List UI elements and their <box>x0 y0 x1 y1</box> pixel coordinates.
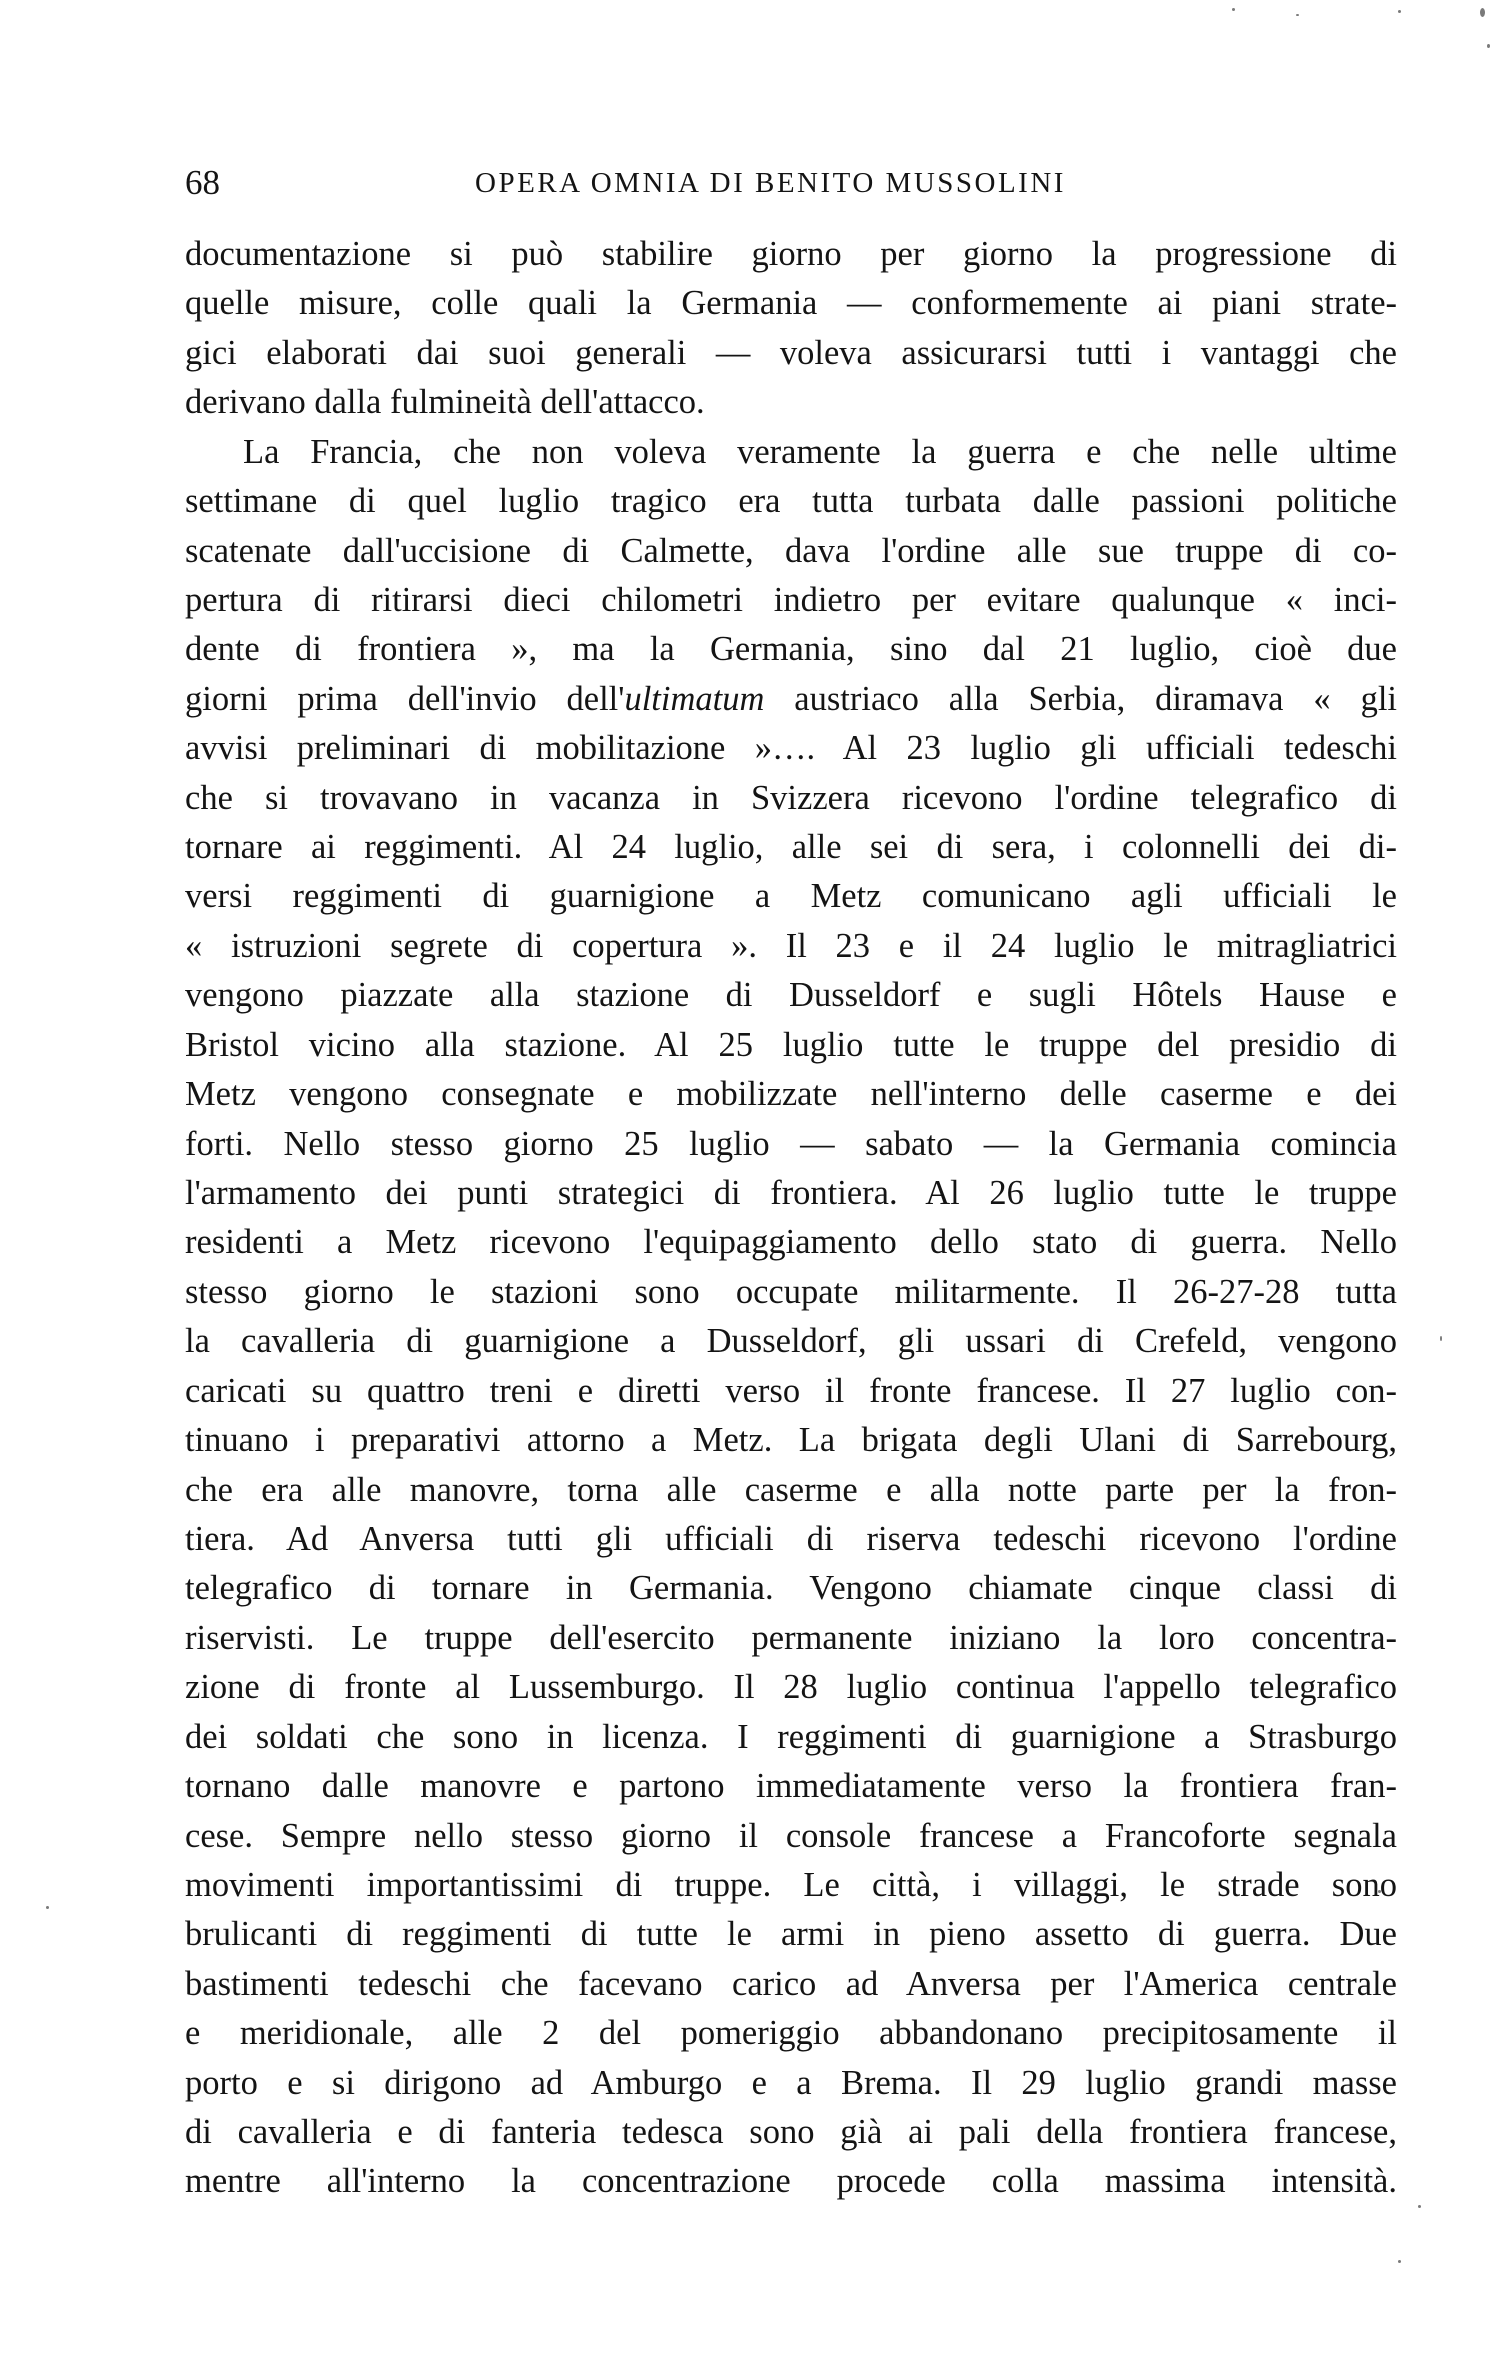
text-line: telegrafico di tornare in Germania. Vengono chiamate cinque classi di <box>185 1569 1397 1608</box>
scan-speck <box>1398 2260 1401 2263</box>
text-line: settimane di quel luglio tragico era tutta turbata dalle passioni politiche <box>185 482 1397 521</box>
scan-speck <box>1398 10 1401 13</box>
text-line: versi reggimenti di guarnigione a Metz comunicano agli ufficiali le <box>185 877 1397 916</box>
text-line: « istruzioni segrete di copertura ». Il 23 e il 24 luglio le mitragliatrici <box>185 926 1397 965</box>
text-line: la cavalleria di guarnigione a Dusseldorf, gli ussari di Crefeld, vengono <box>185 1322 1397 1361</box>
text-line: pertura di ritirarsi dieci chilometri indietro per evitare qualunque « inci- <box>185 580 1397 619</box>
text-line: Metz vengono consegnate e mobilizzate nell'interno delle caserme e dei <box>185 1075 1397 1114</box>
text-line: movimenti importantissimi di truppe. Le città, i villaggi, le strade sono <box>185 1865 1397 1904</box>
running-head <box>185 158 1397 208</box>
text-line: tiera. Ad Anversa tutti gli ufficiali di riserva tedeschi ricevono l'ordine <box>185 1519 1397 1558</box>
text-line: tornare ai reggimenti. Al 24 luglio, alle sei di sera, i colonnelli dei di- <box>185 828 1397 867</box>
text-line: bastimenti tedeschi che facevano carico ad Anversa per l'America centrale <box>185 1964 1397 2003</box>
italic-term: ultimatum <box>624 679 765 718</box>
text-line: l'armamento dei punti strategici di frontiera. Al 26 luglio tutte le truppe <box>185 1174 1397 1213</box>
text-line: che era alle manovre, torna alle caserme e alla notte parte per la fron- <box>185 1470 1397 1509</box>
text-line: gici elaborati dai suoi generali — voleva assicurarsi tutti i vantaggi che <box>185 333 1397 372</box>
text-line: scatenate dall'uccisione di Calmette, dava l'ordine alle sue truppe di co- <box>185 531 1397 570</box>
text-segment: giorni prima dell'invio dell' <box>185 679 625 718</box>
body-text <box>185 230 1397 2207</box>
text-line: dei soldati che sono in licenza. I reggimenti di guarnigione a Strasburgo <box>185 1717 1397 1756</box>
text-segment: austriaco alla Serbia, diramava « gli <box>764 679 1397 718</box>
text-line: avvisi preliminari di mobilitazione »…. Al 23 luglio gli ufficiali tedeschi <box>185 729 1397 768</box>
text-line: che si trovavano in vacanza in Svizzera ricevono l'ordine telegrafico di <box>185 778 1397 817</box>
text-line: brulicanti di reggimenti di tutte le armi in pieno assetto di guerra. Due <box>185 1915 1397 1954</box>
scan-speck <box>1296 14 1299 16</box>
scan-speck <box>1232 8 1235 11</box>
text-line: forti. Nello stesso giorno 25 luglio — sabato — la Germania comincia <box>185 1124 1397 1163</box>
text-line: riservisti. Le truppe dell'esercito permanente iniziano la loro concentra- <box>185 1618 1397 1657</box>
text-line: zione di fronte al Lussemburgo. Il 28 luglio continua l'appello telegrafico <box>185 1668 1397 1707</box>
text-line: La Francia, che non voleva veramente la guerra e che nelle ultime <box>243 432 1397 471</box>
scan-speck <box>46 1906 49 1909</box>
text-line: residenti a Metz ricevono l'equipaggiamento dello stato di guerra. Nello <box>185 1223 1397 1262</box>
text-line: vengono piazzate alla stazione di Dusseldorf e sugli Hôtels Hause e <box>185 976 1397 1015</box>
text-line: mentre all'interno la concentrazione procede colla massima intensità. <box>185 2162 1397 2201</box>
text-line: di cavalleria e di fanteria tedesca sono già ai pali della frontiera francese, <box>185 2113 1397 2152</box>
text-line: stesso giorno le stazioni sono occupate militarmente. Il 26-27-28 tutta <box>185 1272 1397 1311</box>
scan-speck <box>1480 8 1485 17</box>
text-line: porto e si dirigono ad Amburgo e a Brema. Il 29 luglio grandi masse <box>185 2063 1397 2102</box>
text-line: cese. Sempre nello stesso giorno il console francese a Francoforte segnala <box>185 1816 1397 1855</box>
text-line: dente di frontiera », ma la Germania, sino dal 21 luglio, cioè due <box>185 630 1397 669</box>
text-line: tornano dalle manovre e partono immediatamente verso la frontiera fran- <box>185 1767 1397 1806</box>
scan-speck <box>1418 2205 1421 2208</box>
scan-speck <box>1440 1336 1442 1341</box>
scan-speck <box>1487 44 1490 48</box>
text-line: documentazione si può stabilire giorno per giorno la progressione di <box>185 235 1397 273</box>
page-number: 68 <box>185 163 220 202</box>
text-line: Bristol vicino alla stazione. Al 25 luglio tutte le truppe del presidio di <box>185 1025 1397 1064</box>
text-line: caricati su quattro treni e diretti verso il fronte francese. Il 27 luglio con- <box>185 1371 1397 1410</box>
running-title: OPERA OMNIA DI BENITO MUSSOLINI <box>475 167 1066 199</box>
text-line: quelle misure, colle quali la Germania — conformemente ai piani strate- <box>185 284 1397 323</box>
text-line: derivano dalla fulmineità dell'attacco. <box>185 383 705 422</box>
text-line: tinuano i preparativi attorno a Metz. La brigata degli Ulani di Sarrebourg, <box>185 1421 1397 1460</box>
text-line <box>185 675 1397 724</box>
text-line: e meridionale, alle 2 del pomeriggio abbandonano precipitosamente il <box>185 2014 1397 2053</box>
